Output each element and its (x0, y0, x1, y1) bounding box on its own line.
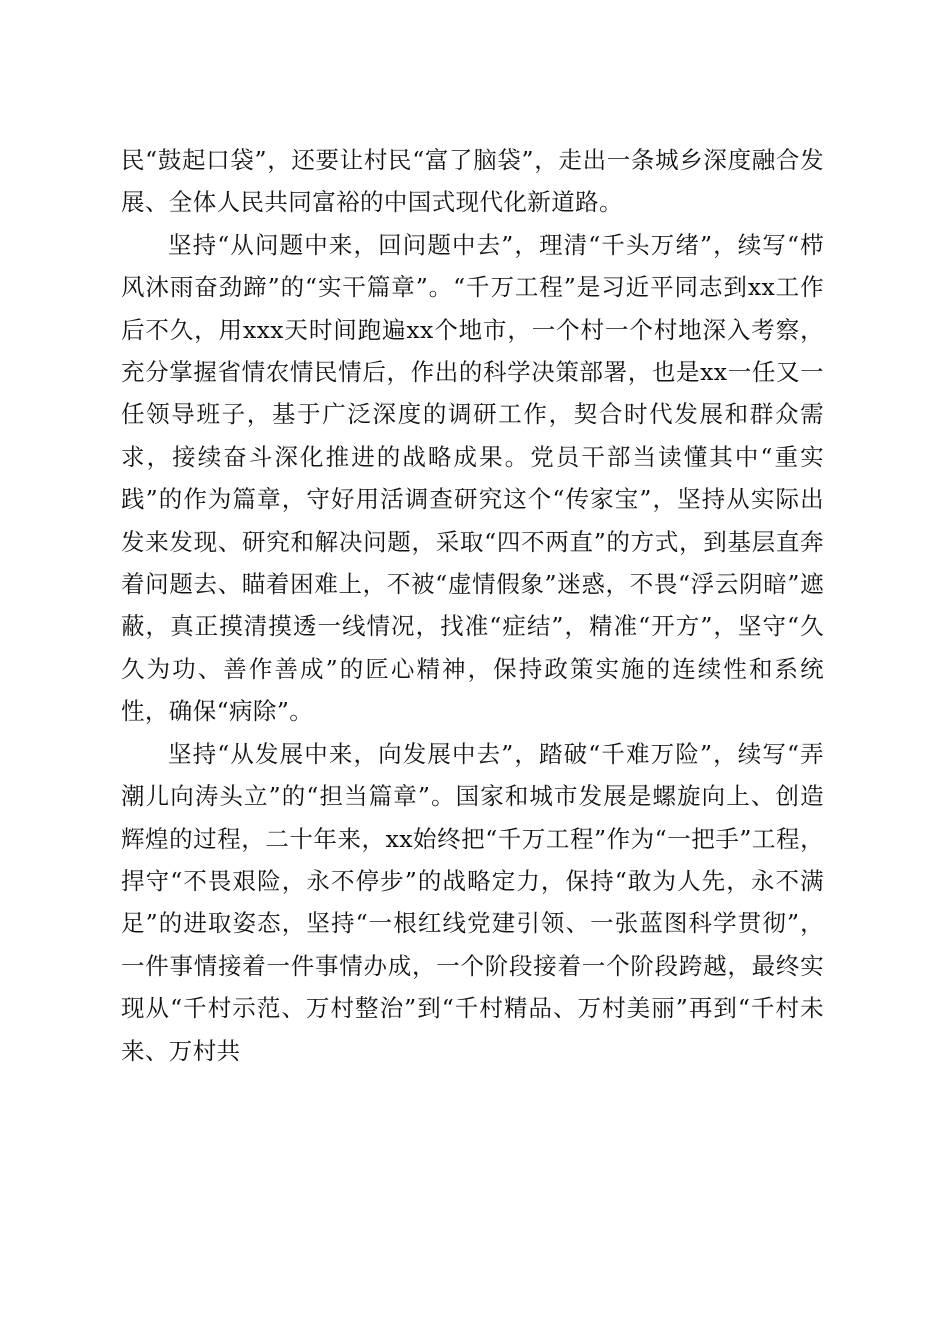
paragraph-problem-oriented: 坚持“从问题中来，回问题中去”，理清“千头万绪”，续写“栉风沐雨奋劲蹄”的“实干篇章”。“千万工程”是习近平同志到xx工作后不久，用xxx天时间跑遍xx个地市，一个村一个村地深入考察，充分掌握省情农情民情后，作出的科学决策部署，也是xx一任又一任领导班子，基于广泛深度的调研工作，契合时代发展和群众需求，接续奋斗深化推进的战略成果。党员干部当读懂其中“重实践”的作为篇章，守好用活调查研究这个“传家宝”，坚持从实际出发来发现、研究和解决问题，采取“四不两直”的方式，到基层直奔着问题去、瞄着困难上，不被“虚情假象”迷惑，不畏“浮云阴暗”遮蔽，真正摸清摸透一线情况，找准“症结”，精准“开方”，坚守“久久为功、善作善成”的匠心精神，保持政策实施的连续性和系统性，确保“病除”。 (121, 230, 824, 726)
document-page (121, 139, 824, 1072)
paragraph-development-oriented: 坚持“从发展中来，向发展中去”，踏破“千难万险”，续写“弄潮儿向涛头立”的“担当篇章”。国家和城市发展是螺旋向上、创造辉煌的过程，二十年来，xx始终把“千万工程”作为“一把手”工程，捍守“不畏艰险，永不停步”的战略定力，保持“敢为人先，永不满足”的进取姿态，坚持“一根红线党建引领、一张蓝图科学贯彻”，一件事情接着一件事情办成，一个阶段接着一个阶段跨越，最终实现从“千村示范、万村整治”到“千村精品、万村美丽”再到“千村未来、万村共 (121, 739, 824, 1065)
paragraph-continuation: 民“鼓起口袋”，还要让村民“富了脑袋”，走出一条城乡深度融合发展、全体人民共同富裕的中国式现代化新道路。 (121, 146, 824, 217)
